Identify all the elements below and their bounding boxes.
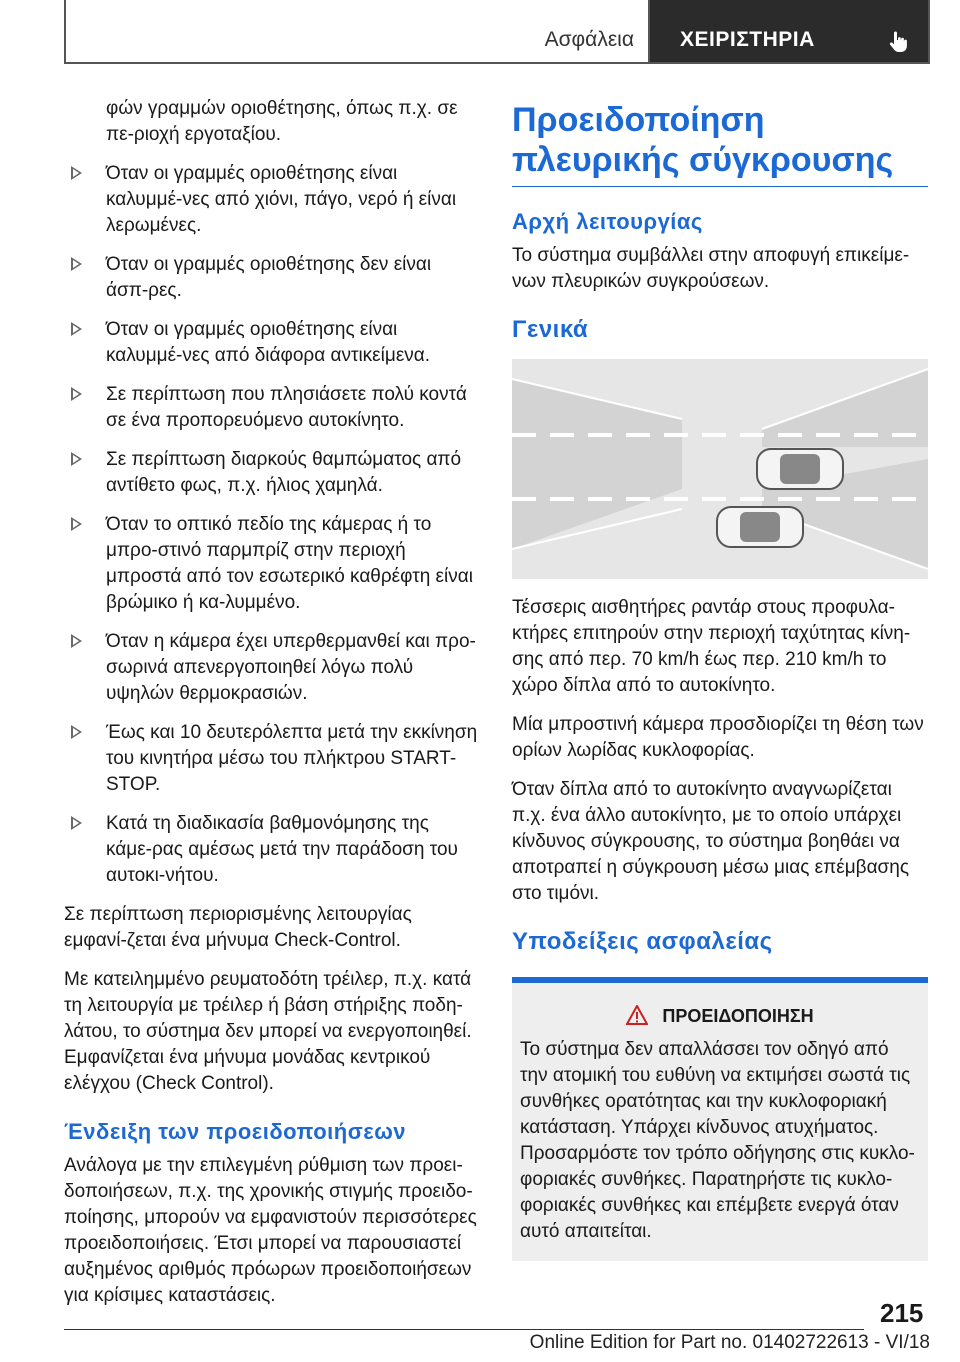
paragraph: Τέσσερις αισθητήρες ραντάρ στους προφυλα-κτήρες επιτηρούν στην περιοχή ταχύτητας κίνη-σης από περ. 70 km/h έως περ. 210 km/h το χώρο δίπλα από το αυτοκίνητο. (512, 597, 911, 696)
list-item (64, 720, 478, 798)
left-column (64, 96, 478, 1322)
list-item-text: Όταν οι γραμμές οριοθέτησης είναι καλυμμέ-νες από χιόνι, πάγο, νερό ή είναι λερωμένες. (106, 163, 457, 236)
warning-header (520, 1003, 920, 1029)
section-heading: Γενικά (512, 316, 589, 343)
warning-box (512, 977, 928, 1261)
list-item (64, 382, 478, 434)
side-collision-illustration (512, 359, 928, 579)
paragraph: Σε περίπτωση περιορισμένης λειτουργίας εμφανί-ζεται ένα μήνυμα Check-Control. (64, 904, 412, 951)
list-item-text: Όταν οι γραμμές οριοθέτησης είναι καλυμμέ-νες από διάφορα αντικείμενα. (106, 319, 431, 366)
list-item (64, 447, 478, 499)
chapter-tab (650, 0, 928, 62)
bullet-triangle-icon (71, 816, 82, 830)
list-item-text: Έως και 10 δευτερόλεπτα μετά την εκκίνηση του κινητήρα μέσω του πλήκτρου START-STOP. (106, 722, 478, 795)
list-item-text: Σε περίπτωση που πλησιάσετε πολύ κοντά σε ένα προπορευόμενο αυτοκίνητο. (106, 384, 467, 431)
section-heading: Αρχή λειτουργίας (512, 209, 703, 234)
intro-text: φών γραμμών οριοθέτησης, όπως π.χ. σε πε-ριοχή εργοταξίου. (106, 98, 458, 145)
list-item (64, 161, 478, 239)
list-item (64, 317, 478, 369)
section-tab: Ασφάλεια (66, 0, 650, 62)
list-item-text: Κατά τη διαδικασία βαθμονόμησης της κάμε-ρας αμέσως μετά την παράδοση του αυτοκι-νήτου. (106, 813, 458, 886)
warning-triangle-icon (626, 1005, 648, 1025)
right-column (512, 100, 928, 1261)
section-heading: Υποδείξεις ασφαλείας (512, 928, 773, 955)
list-item (64, 512, 478, 616)
page-header (64, 0, 930, 64)
paragraph: Όταν δίπλα από το αυτοκίνητο αναγνωρίζεται π.χ. ένα άλλο αυτοκίνητο, με το οποίο υπάρχει κίνδυνος σύγκρουσης, το σύστημα βοηθάει να αποτραπεί η σύγκρουση μέσω μιας επέμβασης στο τιμόνι. (512, 779, 910, 904)
list-item (64, 252, 478, 304)
paragraph: Με κατειλημμένο ρευματοδότη τρέιλερ, π.χ. κατά τη λειτουργία με τρέιλερ ή βάση στήριξης ποδη-λάτου, το σύστημα δεν μπορεί να ενεργοποιηθεί. Εμφανίζεται ένα μήνυμα μονάδας κεντρικού ελέγχου (Check Control). (64, 969, 472, 1094)
warning-text: Το σύστημα δεν απαλλάσσει τον οδηγό από την ατομική του ευθύνη να εκτιμήσει σωστά τις συνθήκες ορατότητας και την κυκλοφοριακή κατάσταση. Υπάρχει κίνδυνος ατυχήματος. Προσαρμόστε τον τρόπο οδήγησης στις κυκλο-φοριακές συνθήκες. Παρατηρήστε τις κυκλο-φοριακές συνθήκες και επέμβετε ενεργά όταν αυτό απαιτείται. (520, 1039, 915, 1242)
bullet-triangle-icon (71, 166, 82, 180)
list-item-text: Όταν η κάμερα έχει υπερθερμανθεί και προ-σωρινά απενεργοποιηθεί λόγω πολύ υψηλών θερμοκρασιών. (106, 631, 476, 704)
list-item (64, 811, 478, 889)
list-item-text: Όταν το οπτικό πεδίο της κάμερας ή το μπρο-στινό παρμπρίζ στην περιοχή μπροστά από τον εσωτερικό καθρέφτη είναι βρώμικο ή κα-λυμμένο. (106, 514, 473, 613)
bullet-triangle-icon (71, 322, 82, 336)
paragraph: Το σύστημα συμβάλλει στην αποφυγή επικείμε-νων πλευρικών συγκρούσεων. (512, 245, 910, 292)
bullet-triangle-icon (71, 725, 82, 739)
warning-title: ΠΡΟΕΙΔΟΠΟΙΗΣΗ (662, 1006, 814, 1026)
list-item (64, 629, 478, 707)
paragraph: Μία μπροστινή κάμερα προσδιορίζει τη θέση των ορίων λωρίδας κυκλοφορίας. (512, 714, 924, 761)
list-item-text: Σε περίπτωση διαρκούς θαμπώματος από αντίθετο φως, π.χ. ήλιος χαμηλά. (106, 449, 462, 496)
bullet-triangle-icon (71, 452, 82, 466)
chapter-label: ΧΕΙΡΙΣΤΗΡΙΑ (680, 28, 815, 51)
paragraph: Ανάλογα με την επιλεγμένη ρύθμιση των προει-δοποιήσεων, π.χ. της χρονικής στιγμής προειδο-ποίησης, μπορούν να εμφανιστούν περισσότερες προειδοποιήσεις. Έτσι μπορεί να παρουσιαστεί αυξημένος αριθμός πρόωρων προειδοποιήσεων για κρίσιμες καταστάσεις. (64, 1155, 477, 1306)
car-icon (757, 449, 843, 489)
radar-diagram-image (512, 359, 928, 579)
footer-divider (64, 1329, 864, 1330)
list-item-text: Όταν οι γραμμές οριοθέτησης δεν είναι άσπ-ρες. (106, 254, 432, 301)
page-title: Προειδοποίηση πλευρικής σύγκρουσης (512, 100, 928, 187)
section-heading: Ένδειξη των προειδοποιήσεων (64, 1119, 407, 1144)
edition-footer: Online Edition for Part no. 01402722613 - VI/18 (529, 1332, 930, 1353)
page-number: 215 (880, 1298, 924, 1328)
car-icon (717, 507, 803, 547)
bullet-triangle-icon (71, 517, 82, 531)
bullet-triangle-icon (71, 387, 82, 401)
bullet-triangle-icon (71, 634, 82, 648)
hand-pointer-icon (886, 30, 910, 54)
bullet-triangle-icon (71, 257, 82, 271)
